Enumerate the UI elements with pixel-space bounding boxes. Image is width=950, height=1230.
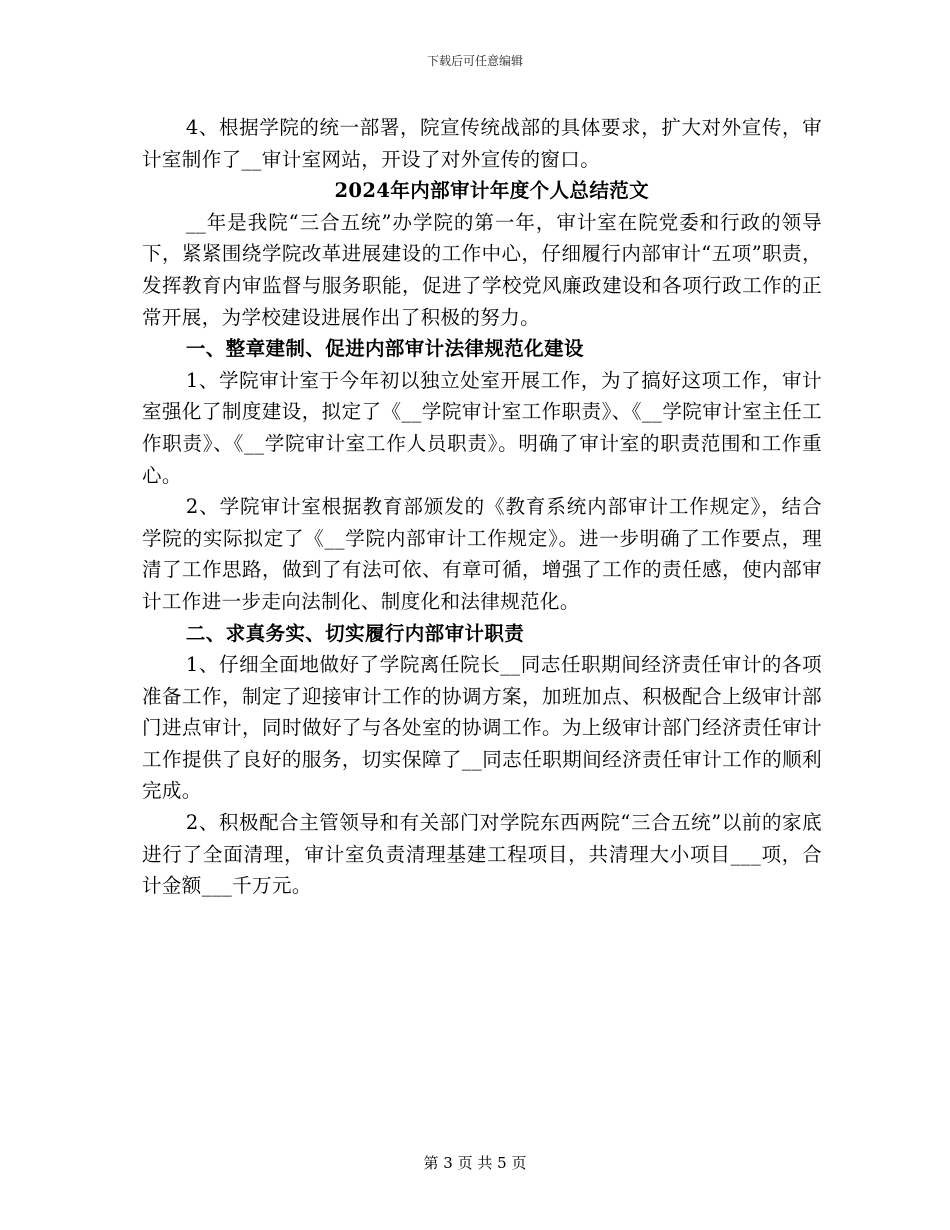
paragraph-intro: __年是我院“三合五统”办学院的第一年，审计室在院党委和行政的领导下，紧紧围绕学院改革进展建设的工作中心，仔细履行内部审计“五项”职责，发挥教育内审监督与服务职能，促进了学校党风廉政建设和各项行政工作的正常开展，为学校建设进展作出了积极的努力。 xyxy=(142,210,822,329)
page-footer: 第 3 页 共 5 页 xyxy=(423,1154,527,1172)
paragraph-website: 4、根据学院的统一部署，院宣传统战部的具体要求，扩大对外宣传，审计室制作了__审计室网站，开设了对外宣传的窗口。 xyxy=(142,116,822,171)
section-heading-2: 二、求真务实、切实履行内部审计职责 xyxy=(185,621,525,645)
paragraph-1-1: 1、学院审计室于今年初以独立处室开展工作，为了搞好这项工作，审计室强化了制度建设，拟定了《__学院审计室工作职责》、《__学院审计室主任工作职责》、《__学院审计室工作人员职责》。明确了审计室的职责范围和工作重心。 xyxy=(142,368,822,487)
paragraph-1-2: 2、学院审计室根据教育部颁发的《教育系统内部审计工作规定》，结合学院的实际拟定了《__学院内部审计工作规定》。进一步明确了工作要点，理清了工作思路，做到了有法可依、有章可循，增强了工作的责任感，使内部审计工作进一步走向法制化、制度化和法律规范化。 xyxy=(142,495,822,613)
page-header: 下载后可任意编辑 xyxy=(426,54,523,68)
paragraph-2-1: 1、仔细全面地做好了学院离任院长__同志任职期间经济责任审计的各项准备工作，制定了迎接审计工作的协调方案，加班加点、积极配合上级审计部门进点审计，同时做好了与各处室的协调工作。为上级审计部门经济责任审计工作提供了良好的服务，切实保障了__同志任职期间经济责任审计工作的顺利完成。 xyxy=(142,653,822,803)
paragraph-2-2: 2、积极配合主管领导和有关部门对学院东西两院“三合五统”以前的家底进行了全面清理，审计室负责清理基建工程项目，共清理大小项目___项，合计金额___千万元。 xyxy=(142,811,822,898)
document-body xyxy=(142,112,822,902)
document-title: 2024年内部审计年度个人总结范文 xyxy=(334,179,650,203)
section-heading-1: 一、整章建制、促进内部审计法律规范化建设 xyxy=(185,337,584,361)
